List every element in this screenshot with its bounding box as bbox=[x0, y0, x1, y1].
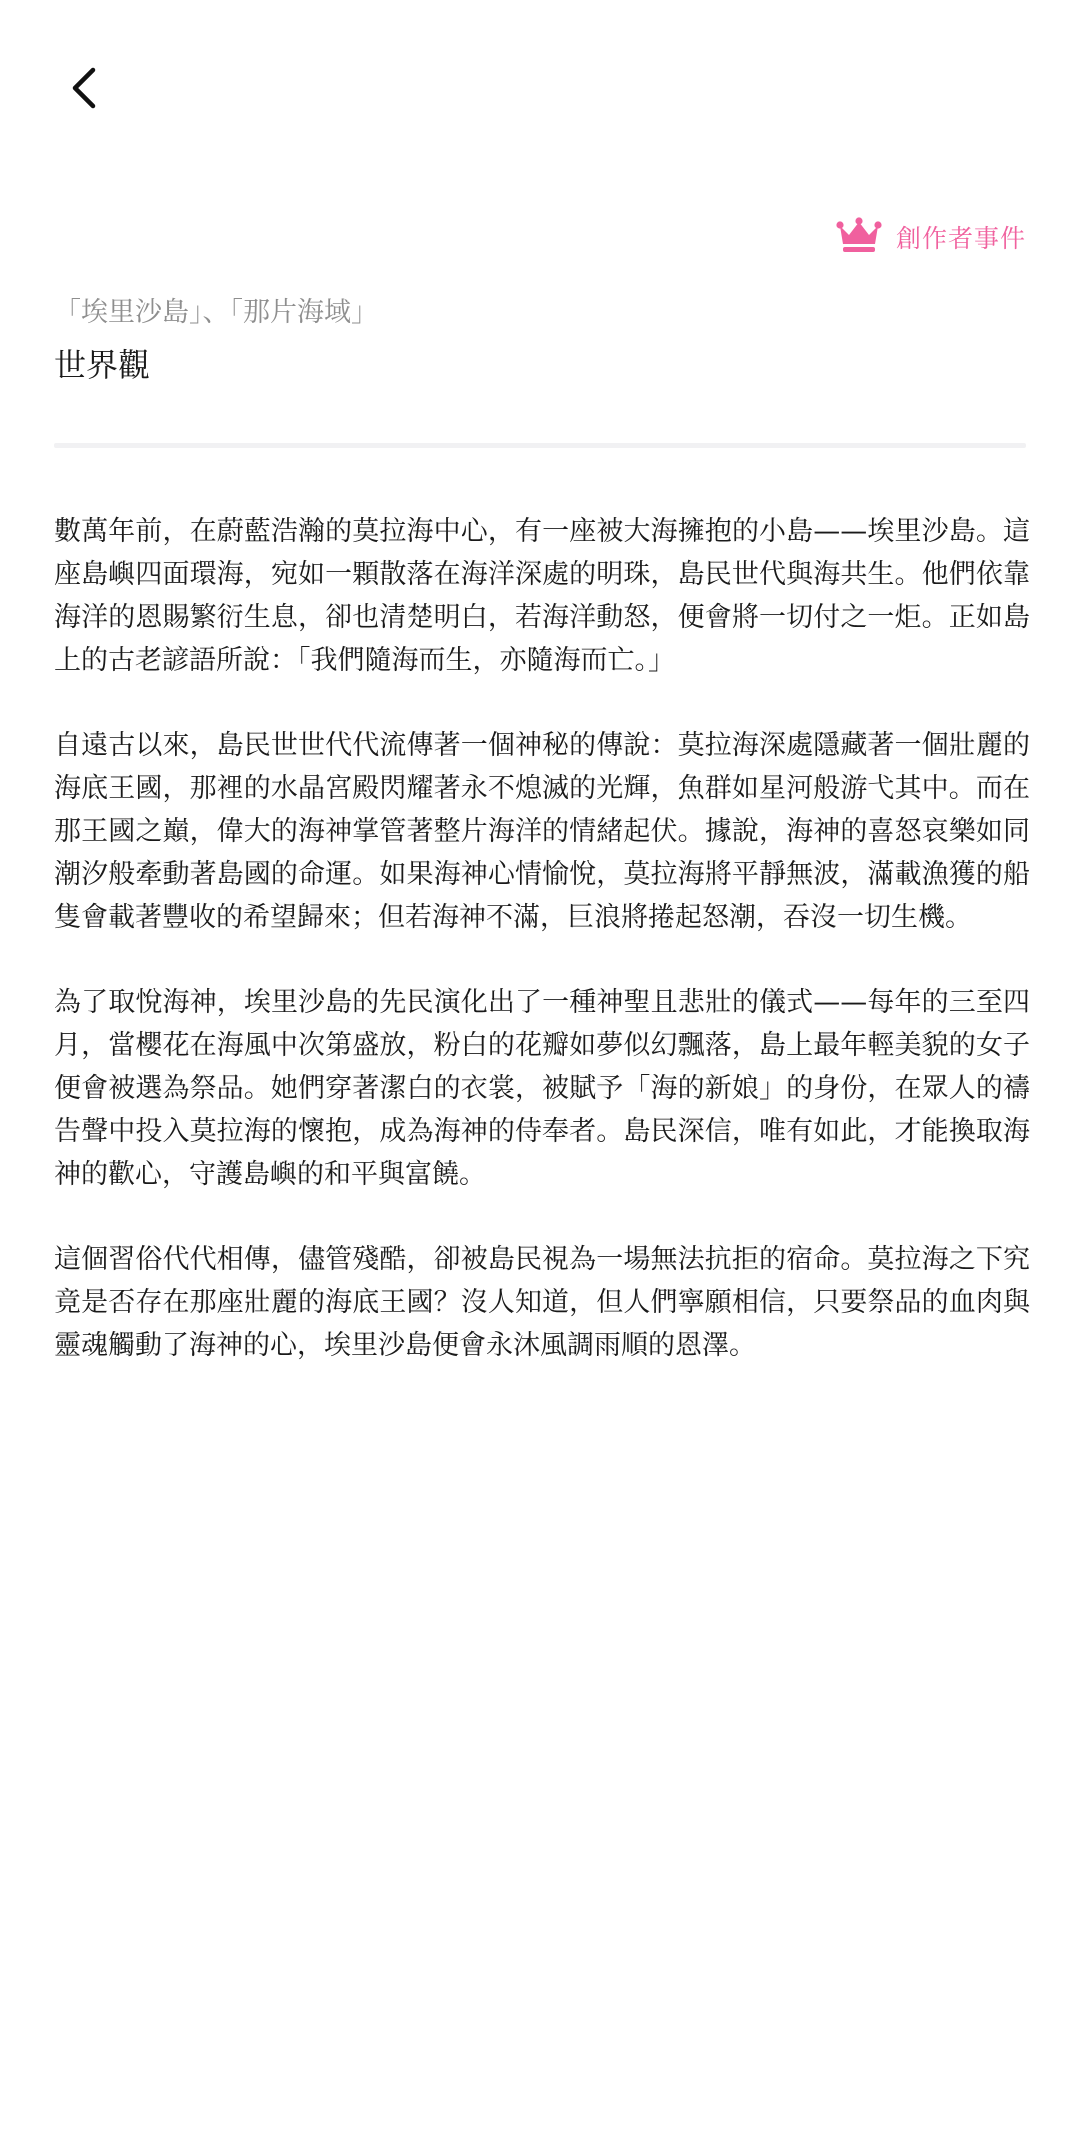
back-button[interactable] bbox=[52, 58, 116, 122]
article-paragraph: 為了取悅海神，埃里沙島的先民演化出了一種神聖且悲壯的儀式——每年的三至四月，當櫻花在海風中次第盛放，粉白的花瓣如夢似幻飄落，島上最年輕美貌的女子便會被選為祭品。她們穿著潔白的衣裳，被賦予「海的新娘」的身份，在眾人的禱告聲中投入莫拉海的懷抱，成為海神的侍奉者。島民深信，唯有如此，才能換取海神的歡心，守護島嶼的和平與富饒。 bbox=[54, 987, 1030, 1190]
creator-event-link[interactable] bbox=[836, 216, 1026, 258]
crown-icon bbox=[836, 216, 882, 258]
article-paragraph: 數萬年前，在蔚藍浩瀚的莫拉海中心，有一座被大海擁抱的小島——埃里沙島。這座島嶼四面環海，宛如一顆散落在海洋深處的明珠，島民世代與海共生。他們依靠海洋的恩賜繁衍生息，卻也清楚明白，若海洋動怒，便會將一切付之一炬。正如島上的古老諺語所說：「我們隨海而生，亦隨海而亡。」 bbox=[54, 516, 1030, 676]
article-tags: 「埃里沙島」、「那片海域」 bbox=[54, 297, 378, 328]
page-title: 世界觀 bbox=[54, 346, 151, 384]
article-paragraph: 這個習俗代代相傳，儘管殘酷，卻被島民視為一場無法抗拒的宿命。莫拉海之下究竟是否存在那座壯麗的海底王國？沒人知道，但人們寧願相信，只要祭品的血肉與靈魂觸動了海神的心，埃里沙島便會永沐風調雨順的恩澤。 bbox=[54, 1244, 1030, 1361]
article-paragraph: 自遠古以來，島民世世代代流傳著一個神秘的傳說：莫拉海深處隱藏著一個壯麗的海底王國，那裡的水晶宮殿閃耀著永不熄滅的光輝，魚群如星河般游弋其中。而在那王國之巔，偉大的海神掌管著整片海洋的情緒起伏。據說，海神的喜怒哀樂如同潮汐般牽動著島國的命運。如果海神心情愉悅，莫拉海將平靜無波，滿載漁獲的船隻會載著豐收的希望歸來；但若海神不滿，巨浪將捲起怒潮，吞沒一切生機。 bbox=[54, 730, 1030, 933]
divider bbox=[54, 443, 1026, 448]
creator-event-label: 創作者事件 bbox=[895, 224, 1026, 253]
article-body bbox=[54, 510, 1030, 1409]
chevron-left-icon bbox=[69, 66, 99, 114]
